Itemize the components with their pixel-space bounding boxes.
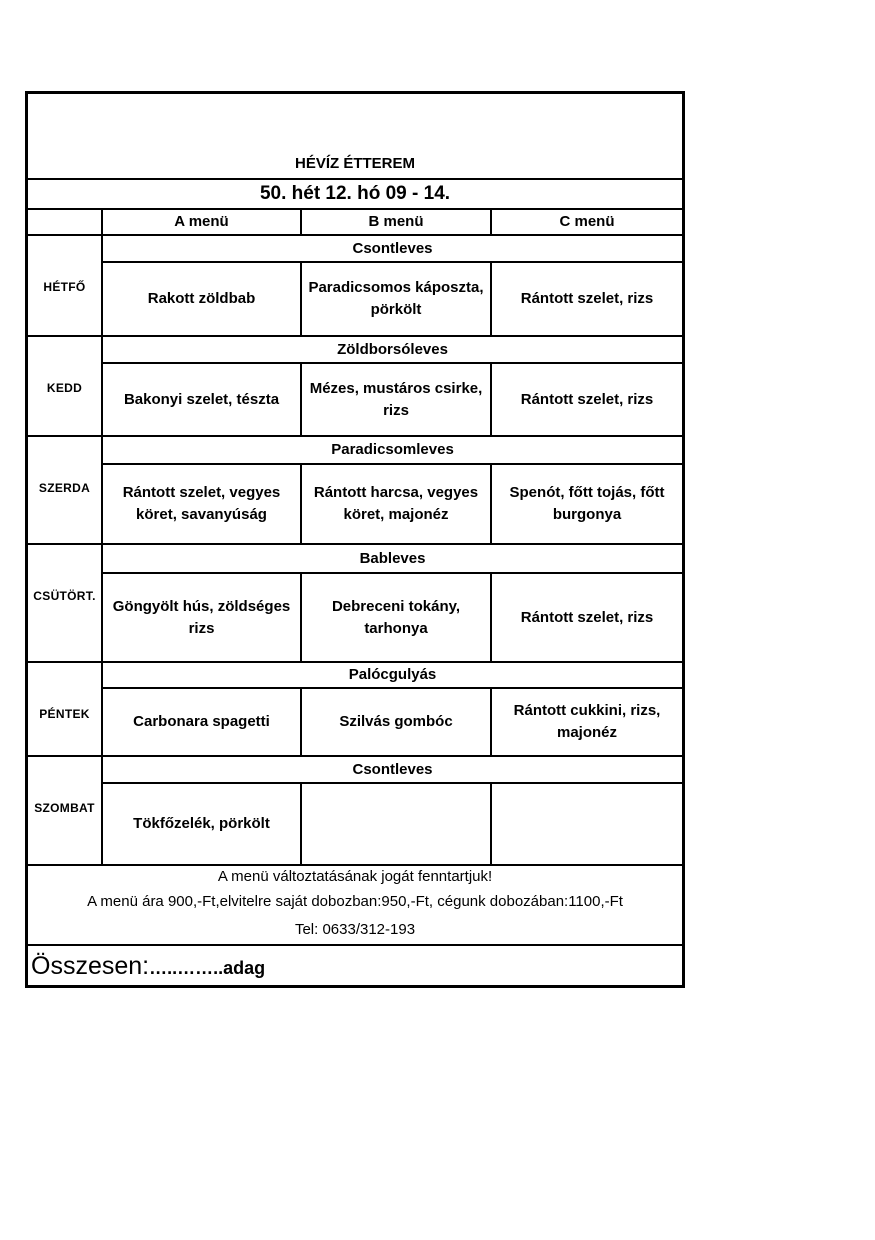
wednesday-c-menu: Spenót, főtt tojás, főtt burgonya (491, 464, 682, 544)
price-info: A menü ára 900,-Ft,elvitelre saját dobozban:950,-Ft, cégunk dobozában:1100,-Ft (87, 893, 623, 910)
day-label-friday: PÉNTEK (28, 662, 102, 756)
total-portions-blank: …..……..adag (149, 957, 266, 978)
soup-monday: Csontleves (102, 235, 682, 262)
monday-b-menu: Paradicsomos káposzta, pörkölt (301, 262, 491, 336)
tuesday-c-menu: Rántott szelet, rizs (491, 363, 682, 436)
day-row (28, 662, 682, 688)
phone-number: Tel: 0633/312-193 (294, 921, 416, 938)
column-header-a-menu: A menü (102, 209, 301, 235)
total-portions (28, 945, 682, 985)
day-label-wednesday: SZERDA (28, 436, 102, 544)
saturday-a-menu: Tökfőzelék, pörkölt (102, 783, 301, 865)
weekly-menu-table (28, 94, 682, 985)
friday-b-menu: Szilvás gombóc (301, 688, 491, 756)
thursday-b-menu: Debreceni tokány, tarhonya (301, 573, 491, 662)
footer-info (28, 865, 682, 945)
menu-sheet (25, 91, 685, 988)
wednesday-b-menu: Rántott harcsa, vegyes köret, majonéz (301, 464, 491, 544)
day-label-thursday: CSÜTÖRT. (28, 544, 102, 662)
day-row (28, 756, 682, 783)
day-row (28, 336, 682, 363)
saturday-b-menu (301, 783, 491, 865)
tuesday-b-menu: Mézes, mustáros csirke, rizs (301, 363, 491, 436)
day-label-monday: HÉTFŐ (28, 235, 102, 336)
thursday-a-menu: Göngyölt hús, zöldséges rizs (102, 573, 301, 662)
day-label-saturday: SZOMBAT (28, 756, 102, 865)
friday-c-menu: Rántott cukkini, rizs, majonéz (491, 688, 682, 756)
soup-wednesday: Paradicsomleves (102, 436, 682, 464)
soup-friday: Palócgulyás (102, 662, 682, 688)
change-notice: A menü változtatásának jogát fenntartjuk! (217, 868, 493, 885)
monday-a-menu: Rakott zöldbab (102, 262, 301, 336)
thursday-c-menu: Rántott szelet, rizs (491, 573, 682, 662)
soup-thursday: Bableves (102, 544, 682, 573)
total-label: Összesen: (31, 951, 150, 980)
header-empty-cell (28, 209, 102, 235)
tuesday-a-menu: Bakonyi szelet, tészta (102, 363, 301, 436)
restaurant-name: HÉVÍZ ÉTTEREM (28, 94, 682, 179)
column-header-b-menu: B menü (301, 209, 491, 235)
day-row (28, 436, 682, 464)
column-header-c-menu: C menü (491, 209, 682, 235)
day-label-tuesday: KEDD (28, 336, 102, 436)
wednesday-a-menu: Rántott szelet, vegyes köret, savanyúság (102, 464, 301, 544)
week-date-line: 50. hét 12. hó 09 - 14. (28, 179, 682, 209)
soup-tuesday: Zöldborsóleves (102, 336, 682, 363)
day-row (28, 544, 682, 573)
friday-a-menu: Carbonara spagetti (102, 688, 301, 756)
saturday-c-menu (491, 783, 682, 865)
day-row (28, 235, 682, 262)
monday-c-menu: Rántott szelet, rizs (491, 262, 682, 336)
soup-saturday: Csontleves (102, 756, 682, 783)
